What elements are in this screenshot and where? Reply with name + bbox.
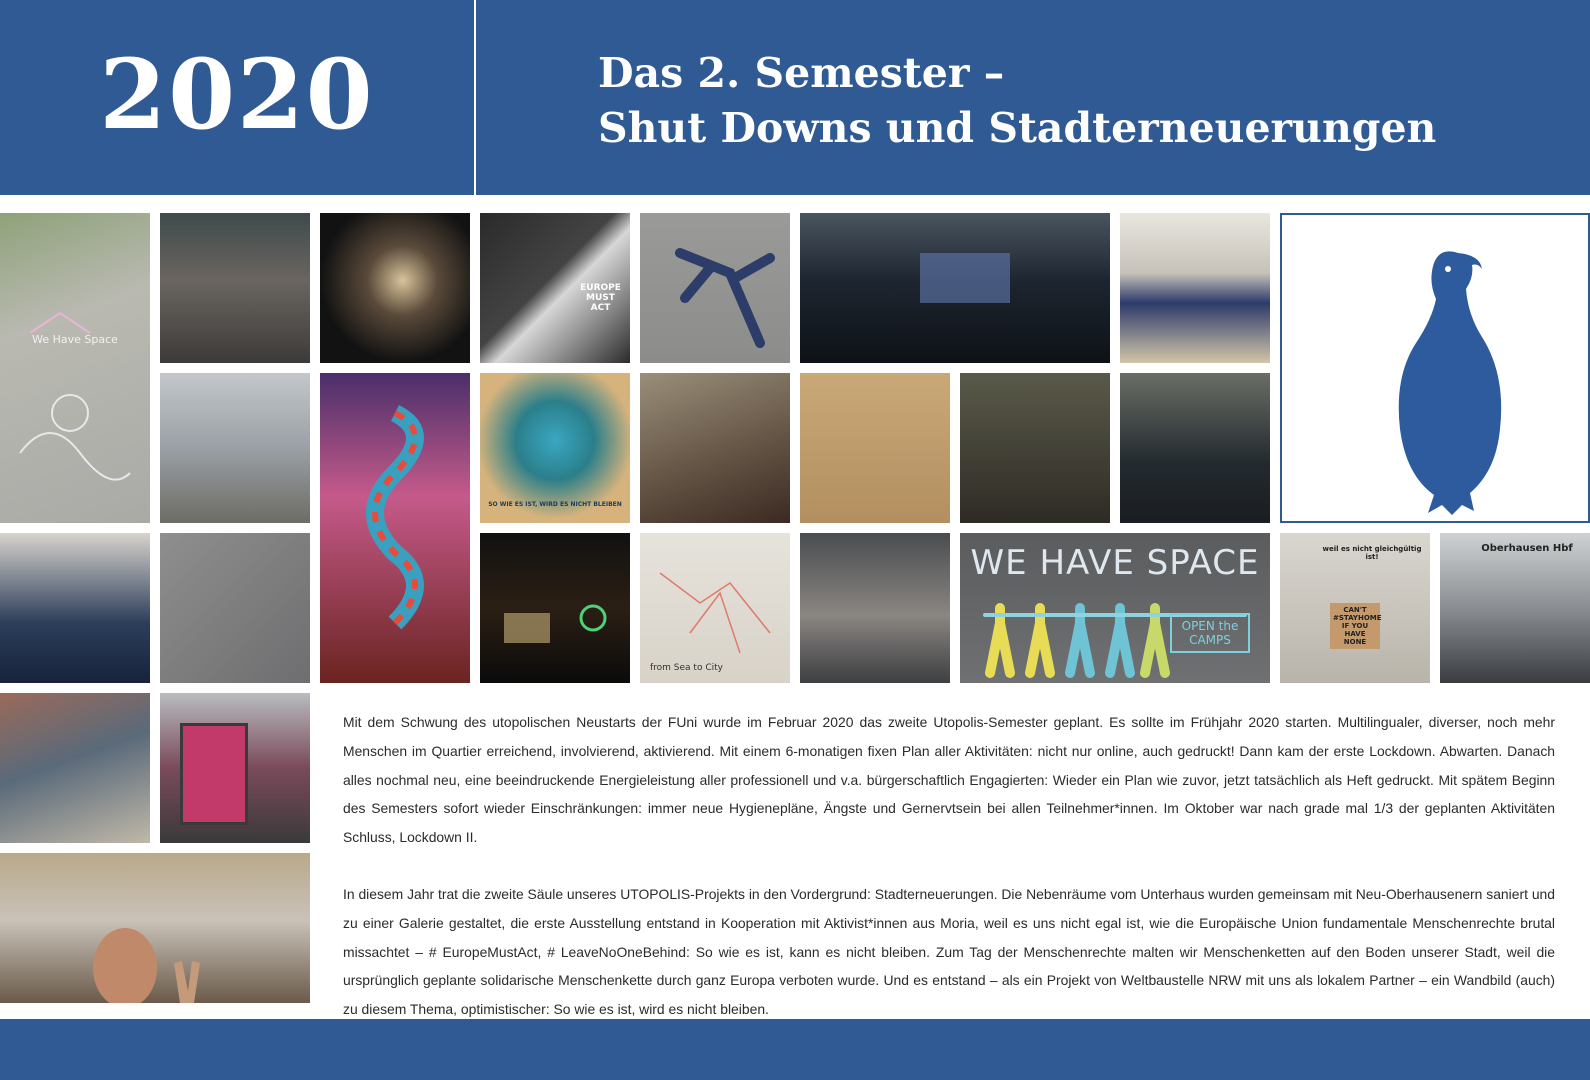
year-heading: 2020 (99, 38, 375, 151)
photo-stage-performance (320, 373, 470, 683)
photo-we-have-space-mural (960, 533, 1270, 683)
photo-route-map (640, 533, 790, 683)
photo-group-selfie (0, 853, 310, 1003)
photo-woman-with-paper (0, 533, 150, 683)
wehavespace-sign: OPEN the CAMPS (1170, 613, 1250, 653)
photo-train-station (1440, 533, 1590, 683)
selfie-hand-icon (0, 853, 310, 1003)
photo-night-window (320, 213, 470, 363)
photo-screen-printing (0, 693, 150, 843)
photo-night-building (480, 533, 630, 683)
paragraph-stadterneuerungen: In diesem Jahr trat die zweite Säule unseres UTOPOLIS-Projekts in den Vordergrund: Stadterneuerungen. Die Nebenräume vom Unterhaus wurden gemeinsam mit Neu-Oberhausenern saniert und zu einer Galerie gestaltet, die erste Ausstellung entstand in Kooperation mit Aktivist*innen aus Moria, weil es uns nicht egal ist, wie die Europäische Union fundamentale Menschenrechte brutal missachtet – # EuropeMustAct, # LeaveNoOneBehind: So wie es ist, kann es nicht bleiben. Zum Tag der Menschenrechte malten wir Menschenketten auf den Boden unserer Stadt, weil die ursprünglich geplante solidarische Menschenkette durch ganz Europa verboten wurde. Und es entstand – als ein Projekt von Weltbaustelle NRW mit uns als lokalem Partner – ein Wandbild (auch) zu diesem Thema, optimistischer: So wie es ist, wird es nicht bleiben. (343, 885, 1555, 1018)
poster-frame (180, 723, 248, 825)
photo-man-drawing (1120, 213, 1270, 363)
mural-text: SO WIE ES IST, WIRD ES NICHT BLEIBEN (488, 501, 622, 508)
clock-icon (480, 533, 630, 683)
photo-outdoor-cinema (800, 213, 1110, 363)
page-title (598, 46, 1558, 156)
photo-chalk-sidewalk (0, 213, 150, 523)
photo-europe-must-act-flyers (480, 213, 630, 363)
body-text (343, 708, 1555, 1052)
photo-lying-on-ground (640, 213, 790, 363)
wehavespace-text: WE HAVE SPACE (970, 543, 1260, 583)
footer-banner (0, 1019, 1590, 1080)
paragraph-semester: Mit dem Schwung des utopolischen Neustarts der FUni wurde im Februar 2020 das zweite Utopolis-Semester geplant. Es sollte im Frühjahr 2020 starten. Multilingualer, diverser, noch mehr Menschen im Quartier erreichend, involvierend, aktivierend. Mit einem 6-monatigen fixen Plan aller Aktivitäten: nicht nur online, auch gedruckt! Dann kam der erste Lockdown. Abwarten. Danach alles nochmal neu, eine beeindruckende Energieleistung aller professionell und v.a. bürgerschaftlich Engagierten: Wieder ein Plan wie zuvor, jetzt tatsächlich als Heft gedruckt. Mit spätem Beginn des Semesters sofort wieder Einschränkungen: immer neue Hygienepläne, Ängste und Gernervtsein bei allen Teilnehmer*innen. Im Oktober war nach grade mal 1/3 der geplanten Aktivitäten Schluss, Lockdown II. (343, 714, 1555, 846)
photo-group-with-masks (800, 533, 950, 683)
photo-protest-signs (1280, 533, 1430, 683)
photo-three-people (960, 373, 1110, 523)
signs-title: weil es nicht gleichgültig ist! (1322, 545, 1422, 561)
photo-workshop-table (640, 373, 790, 523)
photo-poster-hanging (160, 693, 310, 843)
photo-chalk-tiles (160, 533, 310, 683)
header-banner (0, 0, 1590, 195)
pigeon-icon (1282, 215, 1588, 521)
station-text: Oberhausen Hbf (1481, 543, 1573, 554)
photo-people-with-masks (160, 213, 310, 363)
screen-glow (920, 253, 1010, 303)
header-divider (474, 0, 476, 195)
signs-text: CAN'T #STAYHOME IF YOU HAVE NONE (1330, 603, 1380, 649)
photo-painting-wall (800, 373, 950, 523)
chalk-drawing-icon (0, 213, 150, 523)
pigeon-illustration (1280, 213, 1590, 523)
photo-mural-eagle (480, 373, 630, 523)
sculpture-icon (320, 373, 470, 683)
map-lines-icon (640, 533, 790, 683)
photo-exhibition-table (1120, 373, 1270, 523)
photo-building-facade (160, 373, 310, 523)
person-outline-icon (640, 213, 790, 363)
title-line-2: Shut Downs und Stadterneuerungen (598, 104, 1437, 152)
chalk-text: We Have Space (32, 333, 118, 346)
title-line-1: Das 2. Semester – (598, 49, 1005, 97)
flyer-text: EUROPE MUST ACT (580, 283, 621, 313)
map-text: from Sea to City (650, 663, 723, 673)
